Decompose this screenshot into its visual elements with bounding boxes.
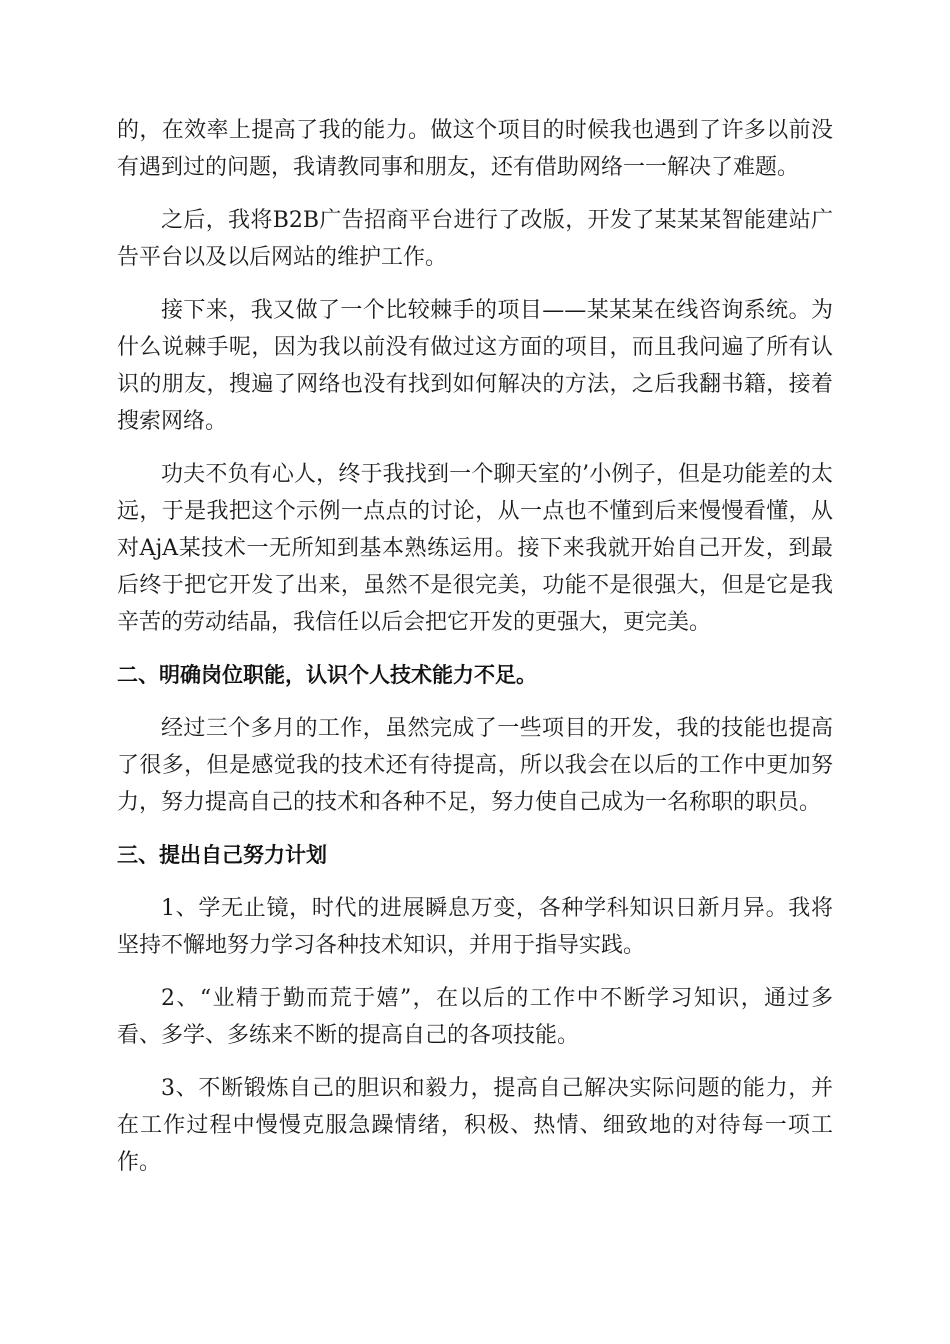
plan-item-1: 1、学无止镜，时代的进展瞬息万变，各种学科知识日新月异。我将坚持不懈地努力学习各种技术知识，并用于指导实践。 — [117, 896, 833, 958]
paragraph-b2b-platform: 之后，我将B2B广告招商平台进行了改版，开发了某某某智能建站广告平台以及以后网站的维护工作。 — [117, 208, 833, 270]
paragraph-consult-system: 接下来，我又做了一个比较棘手的项目——某某某在线咨询系统。为什么说棘手呢，因为我以前没有做过这方面的项目，而且我问遍了所有认识的朋友，搜遍了网络也没有找到如何解决的方法，之后我翻书籍，接着搜索网络。 — [117, 298, 833, 434]
paragraph-work-summary: 经过三个多月的工作，虽然完成了一些项目的开发，我的技能也提高了很多，但是感觉我的技术还有待提高，所以我会在以后的工作中更加努力，努力提高自己的技术和各种不足，努力使自己成为一名称职的职员。 — [117, 716, 833, 815]
paragraph-chatroom-example: 功夫不负有心人，终于我找到一个聊天室的’小例子，但是功能差的太远，于是我把这个示例一点点的讨论，从一点也不懂到后来慢慢看懂，从对AjA某技术一无所知到基本熟练运用。接下来我就开始自己开发，到最后终于把它开发了出来，虽然不是很完美，功能不是很强大，但是它是我辛苦的劳动结晶，我信任以后会把它开发的更强大，更完美。 — [117, 462, 833, 635]
document-body — [117, 112, 833, 1197]
section-heading-2: 二、明确岗位职能，认识个人技术能力不足。 — [117, 663, 537, 687]
section-heading-3: 三、提出自己努力计划 — [117, 843, 327, 867]
plan-item-2: 2、“业精于勤而荒于嬉”，在以后的工作中不断学习知识，通过多看、多学、多练来不断的提高自己的各项技能。 — [117, 986, 833, 1048]
plan-item-3: 3、不断锻炼自己的胆识和毅力，提高自己解决实际问题的能力，并在工作过程中慢慢克服急躁情绪，积极、热情、细致地的对待每一项工作。 — [117, 1076, 833, 1175]
paragraph-continuation: 的，在效率上提高了我的能力。做这个项目的时候我也遇到了许多以前没有遇到过的问题，我请教同事和朋友，还有借助网络一一解决了难题。 — [117, 118, 833, 180]
